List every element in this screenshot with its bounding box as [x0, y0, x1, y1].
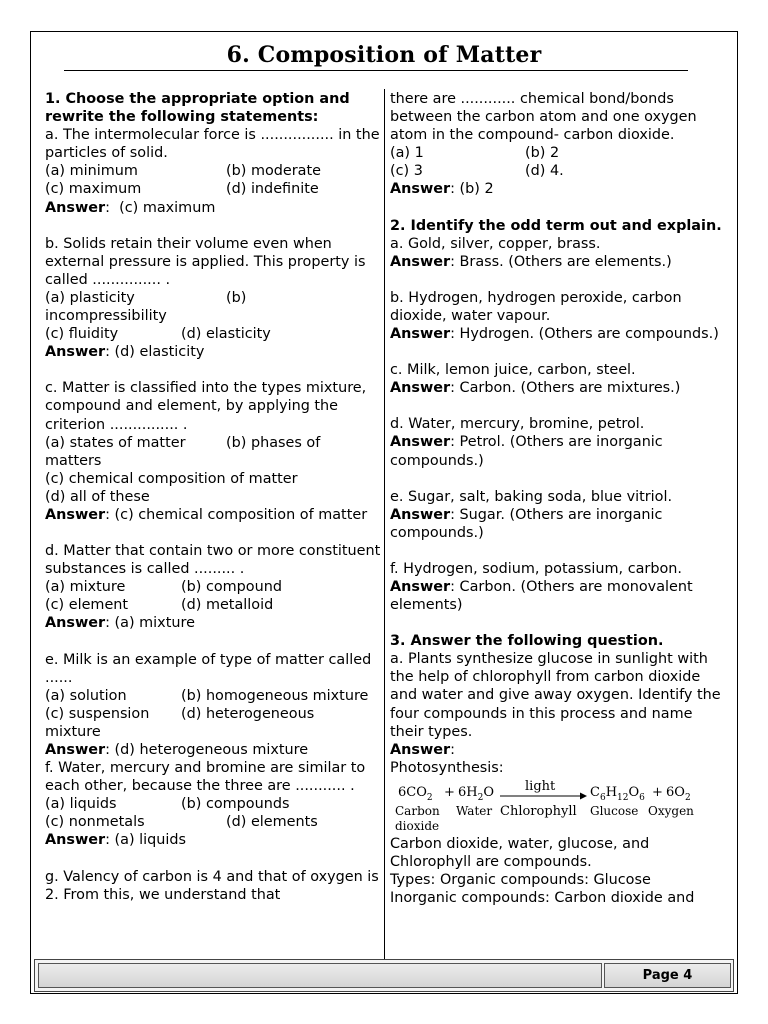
answer-line: Answer: (b) 2 [390, 181, 494, 198]
answer-line: Answer: Petrol. (Others are inorganic compounds.) [390, 434, 663, 469]
left-column [45, 90, 381, 904]
answer-line: Answer: (d) heterogeneous mixture [45, 742, 309, 758]
question-g-text: g. Valency of carbon is 4 and that of oxygen is 2. From this, we understand that [45, 868, 379, 903]
question-text: a. Gold, silver, copper, brass. [390, 235, 601, 252]
question-e [45, 651, 381, 760]
question-f [45, 759, 381, 849]
answer-line: Answer: Sugar. (Others are inorganic compounds.) [390, 506, 663, 541]
answer-text: Types: Organic compounds: Glucose [390, 872, 651, 889]
option: (d) elements [226, 814, 318, 831]
option: (a) liquids [45, 796, 117, 813]
page-footer [34, 959, 734, 992]
photosynthesis-equation [394, 779, 714, 835]
option: (a) mixture [45, 579, 126, 596]
option: (b) [226, 289, 247, 306]
question-a [45, 126, 381, 216]
question-text: b. Solids retain their volume even when external pressure is applied. This property is called ............... . [45, 235, 366, 288]
glucose-label: Glucose [590, 803, 639, 818]
option: (c) suspension [45, 705, 150, 722]
odd-item [390, 415, 730, 469]
carbon-dioxide-formula: $6CO_2$ [398, 784, 433, 803]
option: (b) moderate [226, 163, 321, 180]
page-number: Page 4 [604, 963, 731, 988]
answer-line: Answer: Carbon. (Others are mixtures.) [390, 380, 681, 397]
option: (c) element [45, 597, 129, 614]
answer-line: Answer: (d) elasticity [45, 344, 205, 361]
option: (d) elasticity [181, 326, 271, 343]
question-b [45, 235, 381, 362]
chlorophyll-label: Chlorophyll [500, 803, 577, 819]
glucose-formula: $C_6H_{12}O_6$ [590, 784, 645, 803]
question-text: c. Milk, lemon juice, carbon, steel. [390, 362, 636, 379]
answer-text: Inorganic compounds: Carbon dioxide and [390, 890, 695, 907]
option: (b) compounds [181, 796, 290, 813]
option: matters [45, 452, 102, 469]
options [45, 795, 381, 813]
question-text: d. Water, mercury, bromine, petrol. [390, 416, 645, 433]
answer-text: Carbon dioxide, water, glucose, and Chlorophyll are compounds. [390, 835, 650, 870]
question-text: there are ............ chemical bond/bonds between the carbon atom and one oxygen atom in the compound- carbon dioxide. [390, 91, 697, 144]
option: (c) maximum [45, 181, 142, 198]
options [45, 813, 381, 831]
plus-sign: + [444, 784, 455, 800]
option: (c) chemical composition of matter [45, 470, 298, 487]
column-divider [384, 89, 385, 959]
photosynthesis-label: Photosynthesis: [390, 759, 504, 776]
option: (a) 1 [390, 145, 424, 162]
section-2-heading: 2. Identify the odd term out and explain. [390, 217, 722, 234]
question-text: c. Matter is classified into the types mixture, compound and element, by applying the criterion ............... . [45, 380, 367, 433]
answer-line: Answer: Brass. (Others are elements.) [390, 253, 672, 270]
option: (c) nonmetals [45, 814, 145, 831]
question-text: f. Water, mercury and bromine are similar to each other, because the three are ........... . [45, 760, 366, 795]
options [45, 289, 381, 307]
water-label: Water [456, 803, 493, 818]
section-1-heading: 1. Choose the appropriate option and rewrite the following statements: [45, 91, 350, 126]
option: (a) solution [45, 687, 127, 704]
question-text: a. The intermolecular force is ................ in the particles of solid. [45, 127, 380, 162]
option: (d) 4. [525, 163, 564, 180]
option: (a) states of matter [45, 434, 186, 451]
option: (c) 3 [390, 163, 423, 180]
answer-line: Answer: [390, 741, 455, 758]
right-column [390, 90, 730, 907]
options [45, 162, 381, 198]
odd-item [390, 235, 730, 271]
option: (d) metalloid [181, 597, 274, 614]
oxygen-formula: $6O_2$ [666, 784, 691, 803]
carbon-dioxide-label-2: dioxide [395, 818, 440, 833]
water-formula: $6H_2O$ [458, 784, 495, 803]
options [390, 144, 730, 180]
oxygen-label: Oxygen [648, 803, 694, 818]
answer-line: Answer: (a) mixture [45, 615, 195, 632]
options [45, 434, 381, 452]
answer-line: Answer: (c) chemical composition of matter [45, 506, 368, 523]
option: (b) homogeneous mixture [181, 687, 369, 704]
question-text: d. Matter that contain two or more constituent substances is called ......... . [45, 543, 381, 578]
answer-line: Answer: (c) maximum [45, 199, 216, 216]
section-3-heading: 3. Answer the following question. [390, 633, 664, 650]
odd-item [390, 289, 730, 343]
question-text: a. Plants synthesize glucose in sunlight with the help of chlorophyll from carbon dioxide and water and give away oxygen. Identify the four compounds in this process and name their types. [390, 651, 721, 740]
question-text: b. Hydrogen, hydrogen peroxide, carbon dioxide, water vapour. [390, 289, 682, 324]
question-text: e. Sugar, salt, baking soda, blue vitriol. [390, 488, 673, 505]
question-c [45, 379, 381, 524]
option: (d) all of these [45, 488, 150, 505]
option: mixture [45, 723, 101, 740]
odd-item [390, 361, 730, 397]
title-underline [64, 70, 688, 71]
option: (d) indefinite [226, 181, 319, 198]
option: (a) plasticity [45, 289, 135, 306]
option: (c) fluidity [45, 326, 119, 343]
answer-line: Answer: (a) liquids [45, 832, 187, 849]
page-title: 6. Composition of Matter [226, 42, 542, 68]
option: (b) compound [181, 579, 282, 596]
arrow-head [580, 792, 587, 799]
carbon-dioxide-label: Carbon [395, 803, 440, 818]
answer-line: Answer: Hydrogen. (Others are compounds.) [390, 326, 719, 343]
answer-line: Answer: Carbon. (Others are monovalent elements) [390, 578, 693, 614]
options [45, 578, 381, 614]
options [45, 325, 381, 343]
odd-item [390, 488, 730, 542]
option: (b) phases of [226, 434, 321, 451]
light-label: light [525, 778, 556, 794]
footer-bar [38, 963, 602, 988]
question-text: f. Hydrogen, sodium, potassium, carbon. [390, 560, 682, 577]
question-text: e. Milk is an example of type of matter called ...... [45, 651, 372, 686]
question-d [45, 542, 381, 632]
odd-item [390, 560, 730, 614]
option: (b) 2 [525, 145, 560, 162]
question-g-continued [390, 90, 730, 199]
plus-sign: + [652, 784, 663, 800]
option: (a) minimum [45, 163, 138, 180]
options [45, 687, 381, 723]
option: (d) heterogeneous [181, 705, 315, 722]
option: incompressibility [45, 308, 167, 325]
